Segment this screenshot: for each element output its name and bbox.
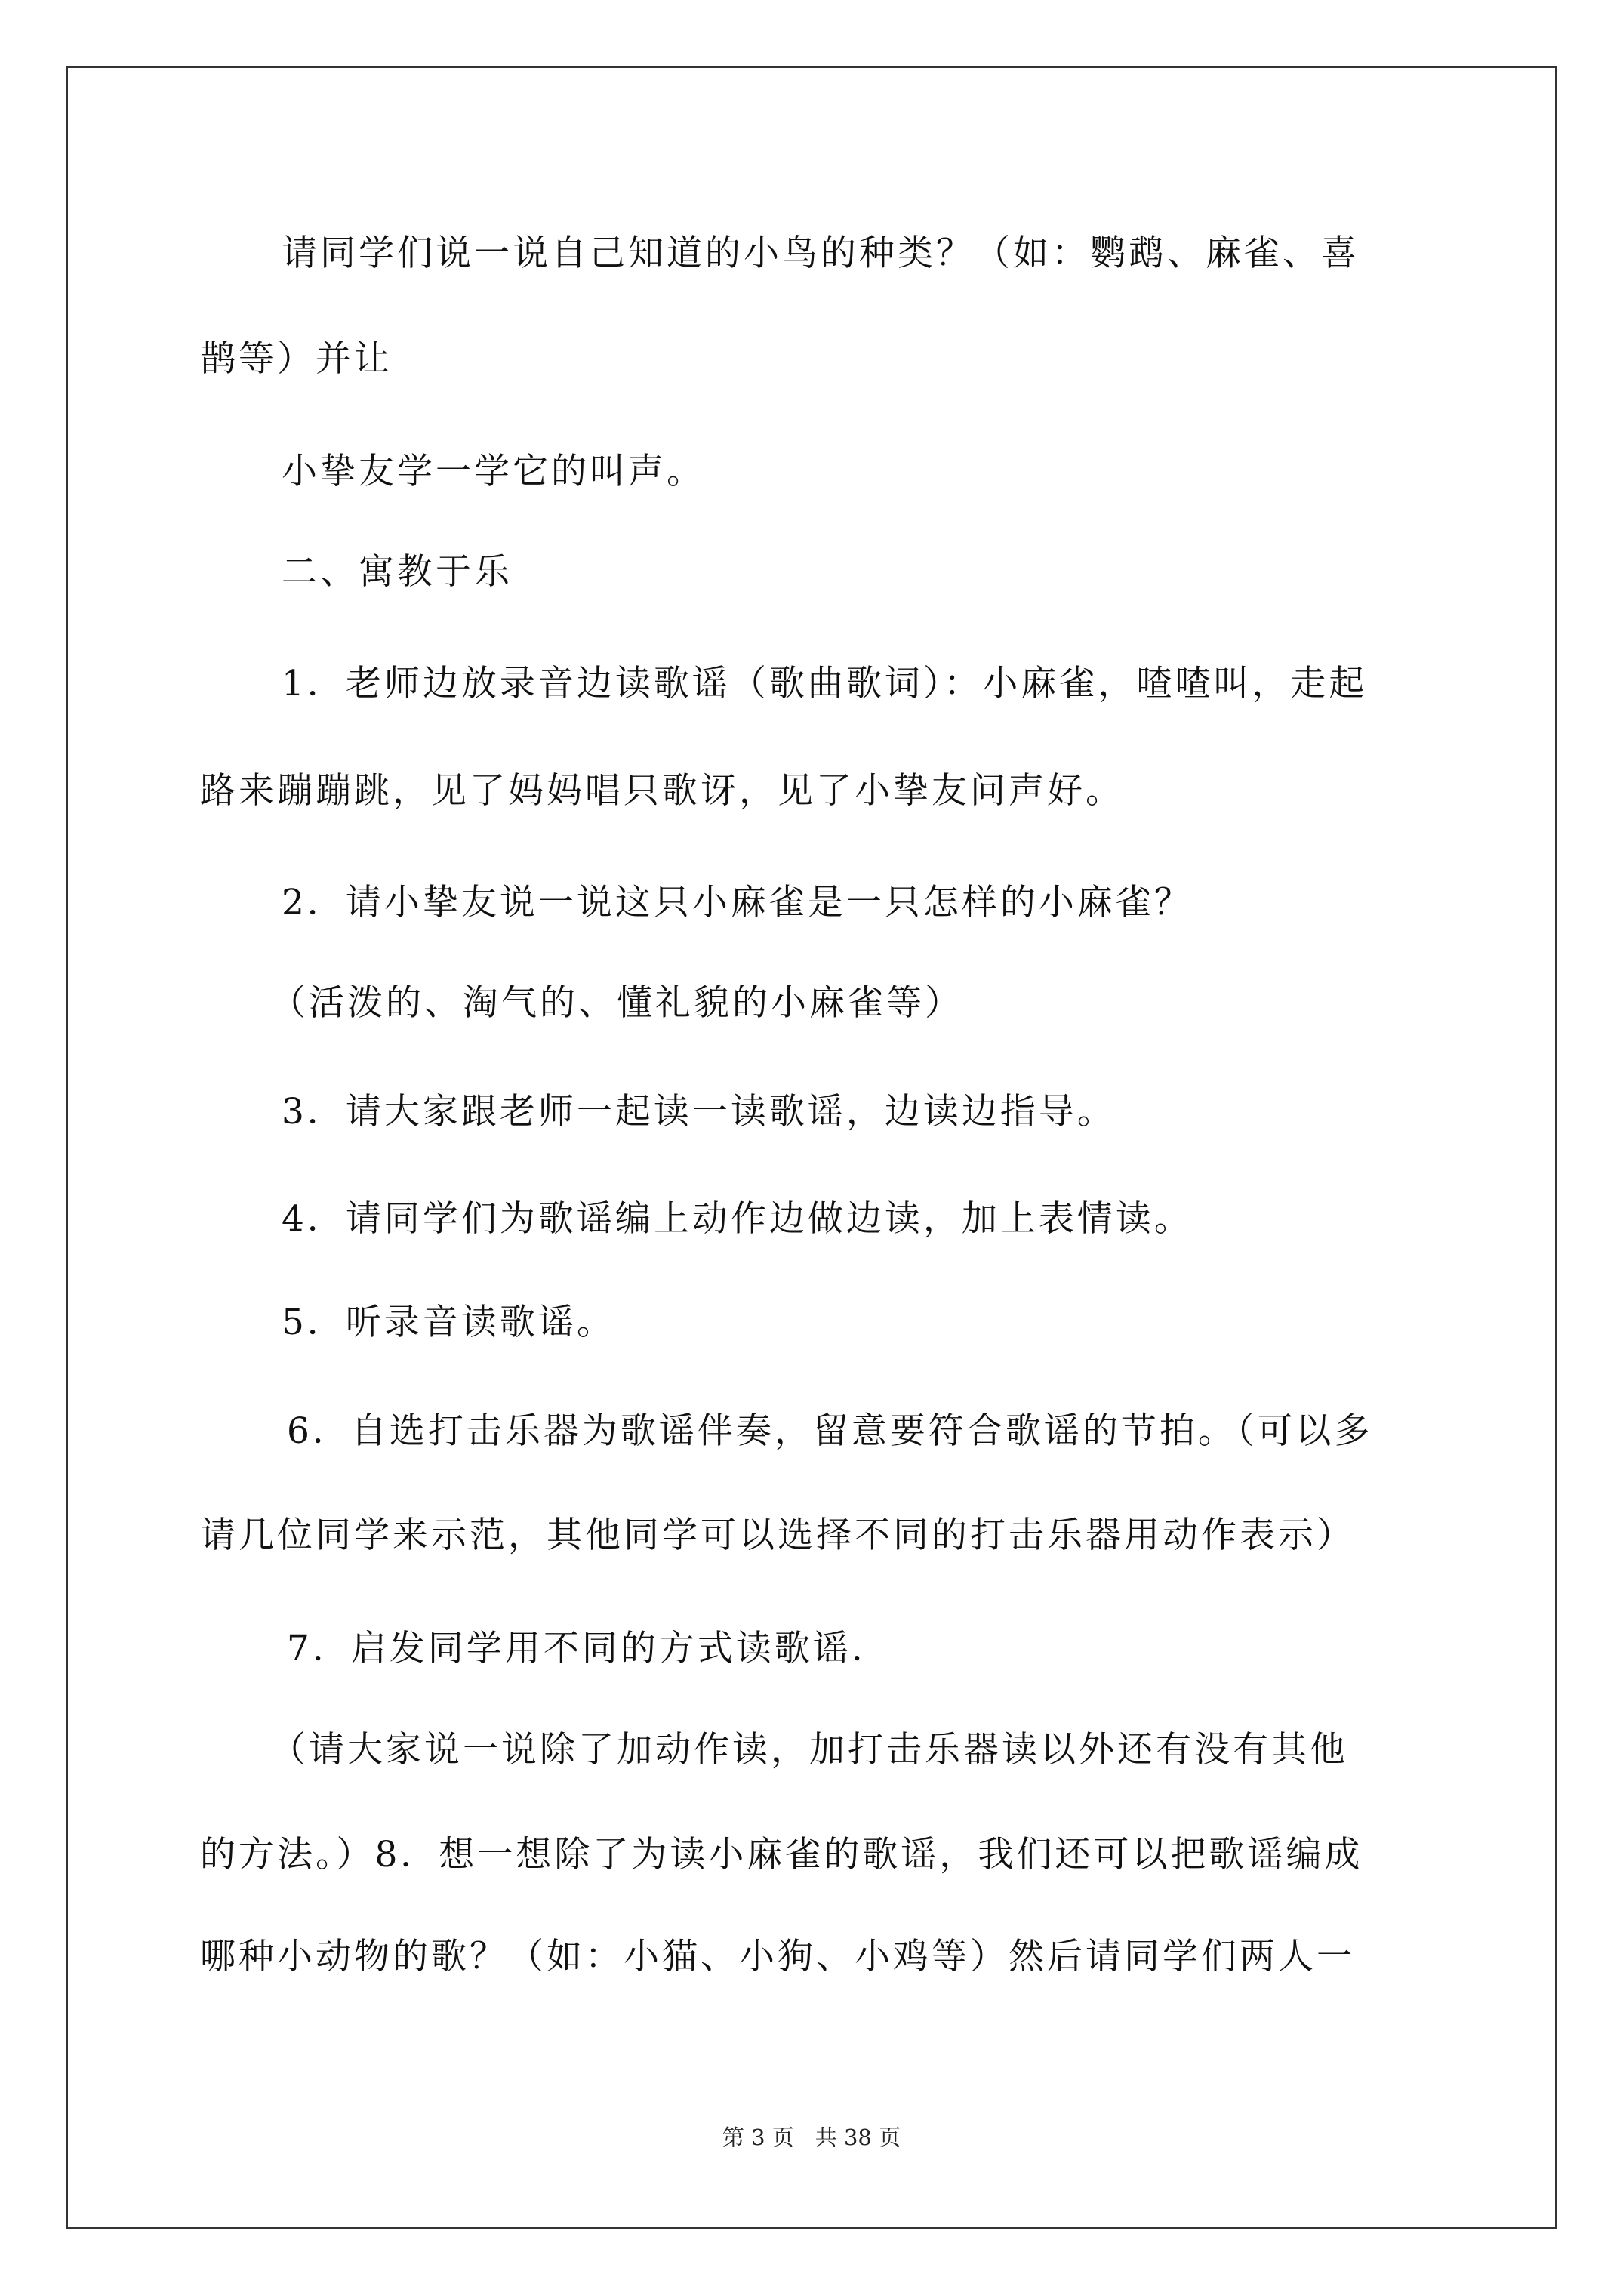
paragraph-line: 1．老师边放录音边读歌谣（歌曲歌词）：小麻雀，喳喳叫，走起 xyxy=(282,663,1368,704)
page-total: 共 38 页 xyxy=(815,2125,901,2150)
paragraph-line: 请几位同学来示范，其他同学可以选择不同的打击乐器用动作表示） xyxy=(200,1515,1355,1556)
paragraph-line: 路来蹦蹦跳，见了妈妈唱只歌讶，见了小挚友问声好。 xyxy=(200,770,1124,812)
paragraph-line: 3．请大家跟老师一起读一读歌谣，边读边指导。 xyxy=(282,1091,1116,1133)
paragraph-line: 6．自选打击乐器为歌谣伴奏，留意要符合歌谣的节拍。（可以多 xyxy=(287,1410,1373,1452)
paragraph-line: 5．听录音读歌谣。 xyxy=(282,1302,615,1343)
paragraph-line: （活泼的、淘气的、懂礼貌的小麻雀等） xyxy=(270,982,963,1024)
paragraph-line: 请同学们说一说自己知道的小鸟的种类？（如：鹦鹉、麻雀、喜 xyxy=(282,233,1360,274)
paragraph-line: 2．请小挚友说一说这只小麻雀是一只怎样的小麻雀？ xyxy=(282,882,1193,923)
paragraph-line: 小挚友学一学它的叫声。 xyxy=(282,451,705,492)
paragraph-line: 鹊等）并让 xyxy=(200,338,393,380)
paragraph-line: 哪种小动物的歌？（如：小猫、小狗、小鸡等）然后请同学们两人一 xyxy=(200,1936,1355,1977)
paragraph-line: 的方法。）8．想一想除了为读小麻雀的歌谣，我们还可以把歌谣编成 xyxy=(200,1834,1363,1875)
page-footer xyxy=(0,2124,1623,2151)
page-number: 第 3 页 xyxy=(722,2125,794,2150)
paragraph-line: 7．启发同学用不同的方式读歌谣． xyxy=(287,1628,890,1669)
page-border xyxy=(66,66,1557,2229)
paragraph-line: 4．请同学们为歌谣编上动作边做边读，加上表情读。 xyxy=(282,1198,1193,1240)
paragraph-line: （请大家说一说除了加动作读，加打击乐器读以外还有没有其他 xyxy=(270,1729,1348,1771)
section-heading: 二、寓教于乐 xyxy=(282,551,513,593)
